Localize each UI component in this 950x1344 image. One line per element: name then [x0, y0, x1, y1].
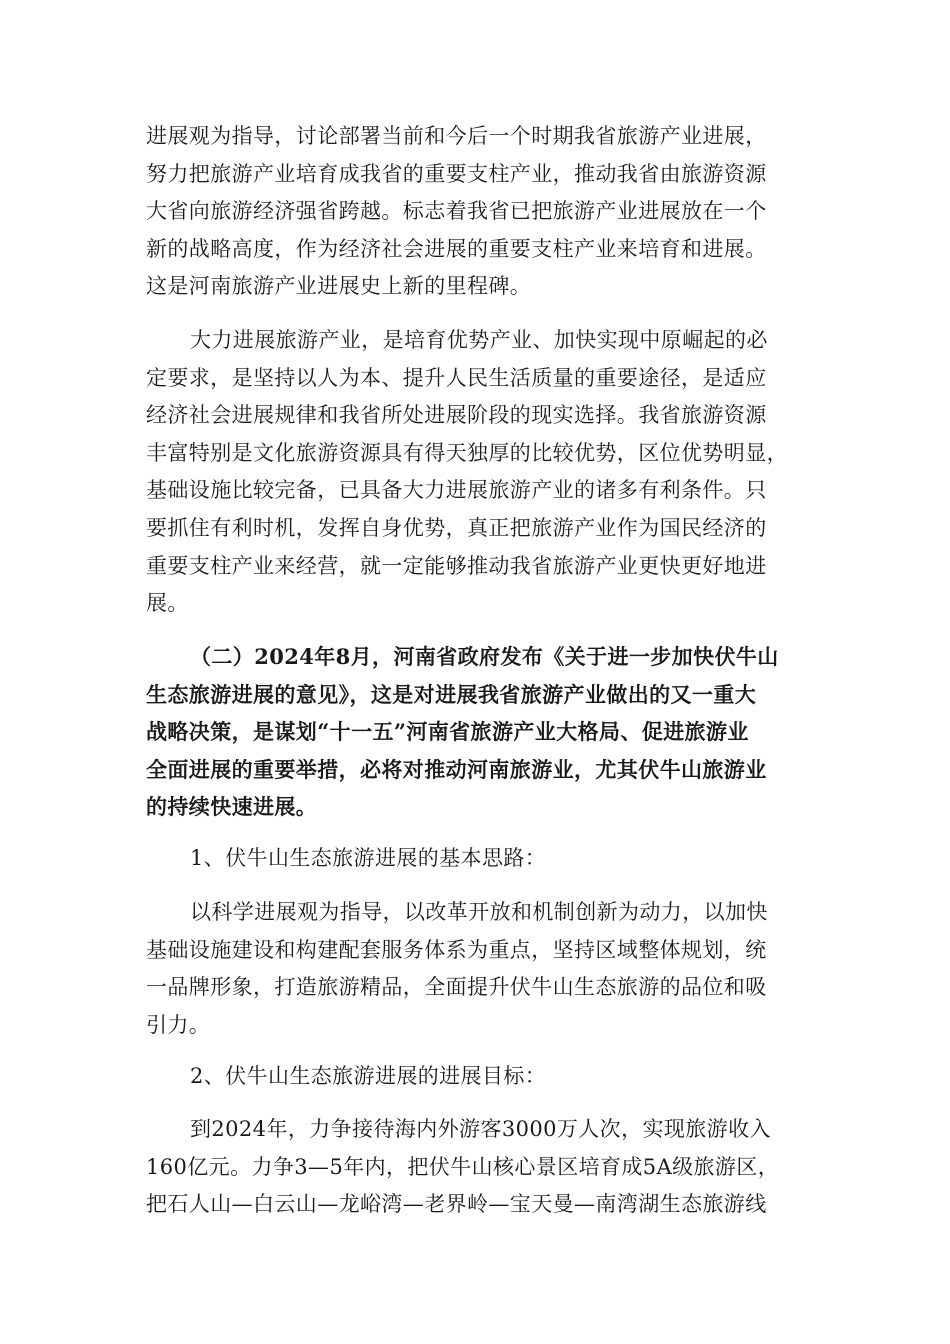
text-line: 一品牌形象，打造旅游精品，全面提升伏牛山生态旅游的品位和吸 [146, 975, 767, 1000]
text-line: 到2024年，力争接待海内外游客3000万人次，实现旅游收入 [190, 1117, 771, 1141]
text-line: 引力。 [146, 1012, 211, 1037]
text-line: 这是河南旅游产业进展史上新的里程碑。 [146, 274, 532, 299]
text-line: 要抓住有利时机，发挥自身优势，真正把旅游产业作为国民经济的 [146, 515, 767, 540]
text-line: 把石人山—白云山—龙峪湾—老界岭—宝天曼—南湾湖生态旅游线 [146, 1192, 767, 1217]
text-line: 战略决策，是谋划“十一五”河南省旅游产业大格局、促进旅游业 [146, 719, 749, 745]
text-line: 进展观为指导，讨论部署当前和今后一个时期我省旅游产业进展， [146, 124, 767, 148]
text-line: 基础设施建设和构建配套服务体系为重点，坚持区域整体规划，统 [146, 937, 767, 962]
text-line: 新的战略高度，作为经济社会进展的重要支柱产业来培育和进展。 [146, 236, 767, 261]
text-line: 基础设施比较完备，已具备大力进展旅游产业的诸多有利条件。只 [146, 478, 767, 503]
text-line: 160亿元。力争3—5年内，把伏牛山核心景区培育成5A级旅游区， [146, 1154, 780, 1179]
text-line: 重要支柱产业来经营，就一定能够推动我省旅游产业更快更好地进 [146, 553, 767, 578]
section-heading-2 [146, 1058, 806, 1096]
text-line: 努力把旅游产业培育成我省的重要支柱产业，推动我省由旅游资源 [146, 161, 767, 186]
paragraph-7 [146, 1111, 806, 1224]
text-line: 丰富特别是文化旅游资源具有得天独厚的比较优势，区位优势明显， [146, 440, 788, 465]
section-heading-1 [146, 840, 806, 878]
paragraph-2 [146, 322, 806, 623]
text-line: 展。 [146, 591, 189, 616]
text-line: （二）2024年8月，河南省政府发布《关于进一步加快伏牛山 [190, 644, 779, 669]
text-line: 大省向旅游经济强省跨越。标志着我省已把旅游产业进展放在一个 [146, 199, 767, 224]
paragraph-3-bold [146, 638, 806, 826]
text-line: 以科学进展观为指导，以改革开放和机制创新为动力，以加快 [190, 900, 768, 924]
text-line: 全面进展的重要举措，必将对推动河南旅游业，尤其伏牛山旅游业 [146, 756, 767, 782]
text-line: 2、伏牛山生态旅游进展的进展目标： [190, 1064, 547, 1088]
paragraph-1 [146, 118, 806, 306]
text-line: 的持续快速进展。 [146, 794, 318, 820]
text-line: 生态旅游进展的意见》，这是对进展我省旅游产业做出的又一重大 [146, 681, 757, 707]
text-line: 经济社会进展规律和我省所处进展阶段的现实选择。我省旅游资源 [146, 403, 767, 428]
paragraph-5 [146, 894, 806, 1044]
text-line: 定要求，是坚持以人为本、提升人民生活质量的重要途径，是适应 [146, 365, 767, 390]
text-line: 大力进展旅游产业，是培育优势产业、加快实现中原崛起的必 [190, 328, 768, 352]
text-line: 1、伏牛山生态旅游进展的基本思路： [190, 846, 547, 870]
